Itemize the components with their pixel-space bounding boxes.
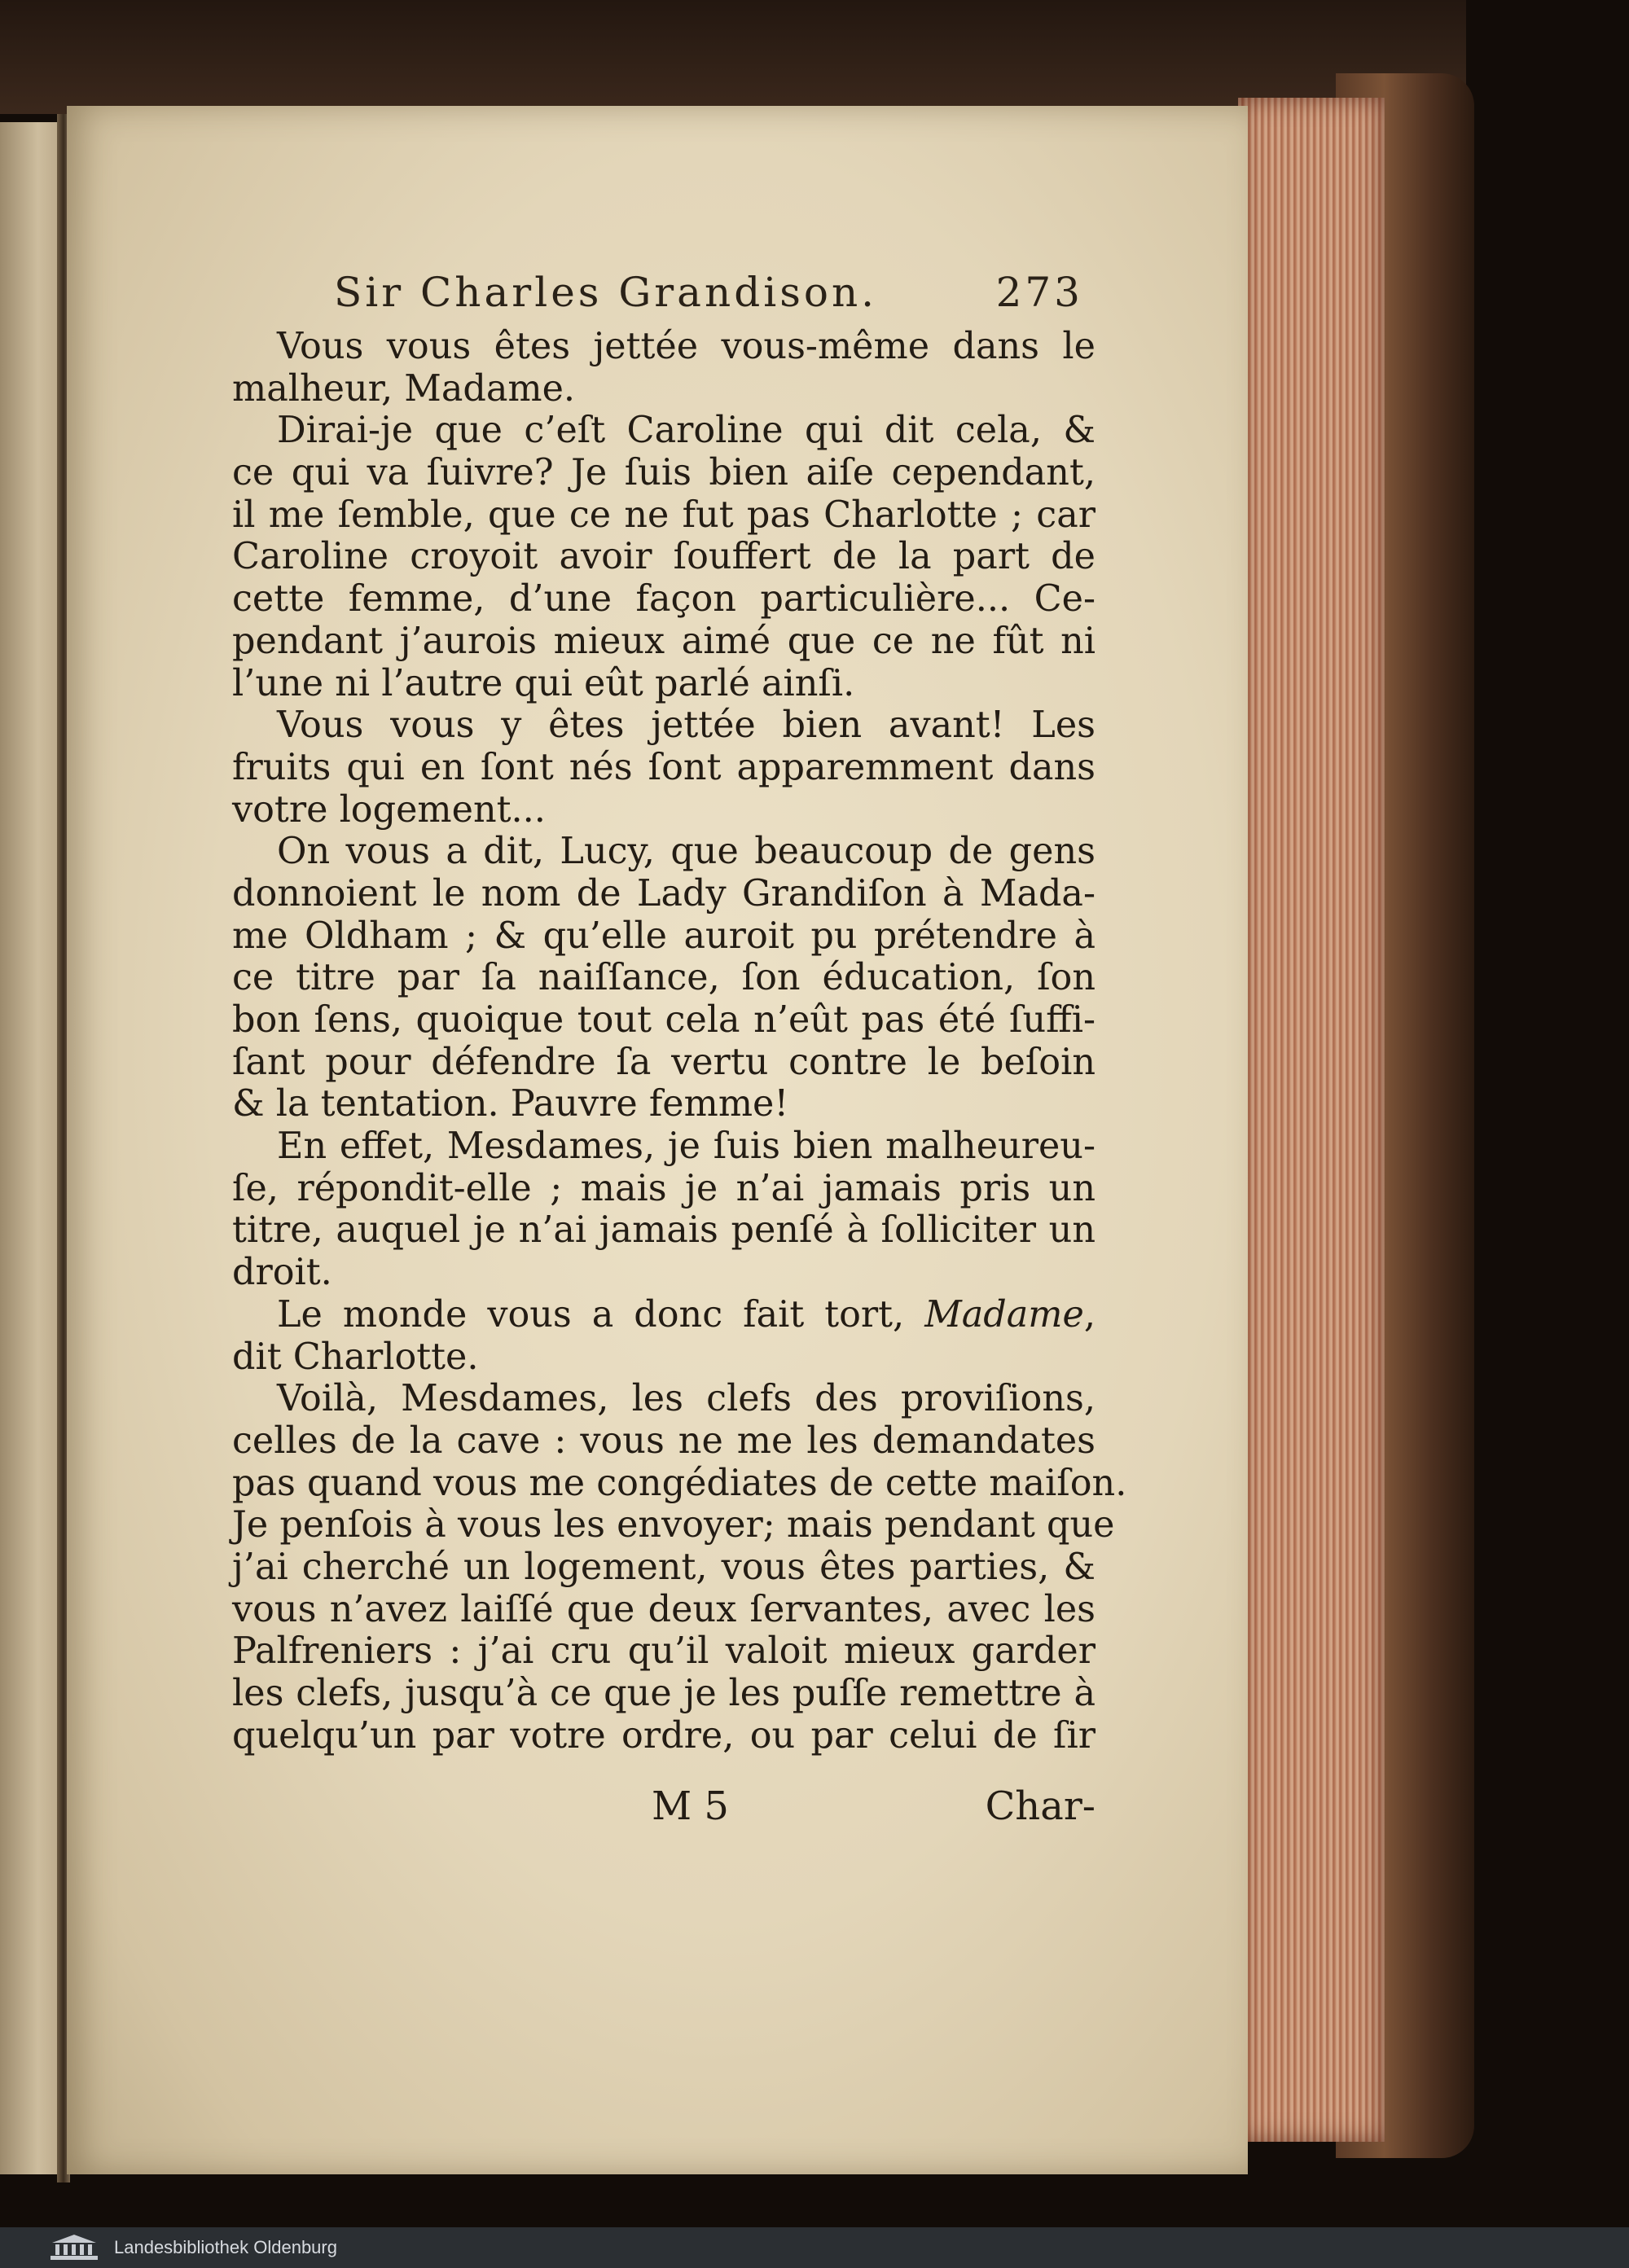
- text-line: dit Charlotte.: [232, 1336, 479, 1378]
- text-line: j’ai cherché un logement, vous êtes parties, &: [232, 1546, 1096, 1588]
- text-line: malheur, Madame.: [232, 367, 576, 410]
- text-line: ſant pour défendre ſa vertu contre le beſoin: [232, 1041, 1096, 1083]
- text-line: ce titre par ſa naiſſance, ſon éducation, ſon: [232, 957, 1096, 999]
- text-line: bon ſens, quoique tout cela n’eût pas été ſuffi-: [232, 999, 1096, 1041]
- text-line: Caroline croyoit avoir ſouffert de la part de: [232, 536, 1096, 578]
- book-cover-top: [0, 0, 1466, 114]
- text-line: En effet, Mesdames, je ſuis bien malheureu-: [277, 1125, 1096, 1168]
- text-line: me Oldham ; & qu’elle auroit pu prétendre à: [232, 915, 1096, 957]
- running-header: [334, 269, 1083, 326]
- page-edges: [1238, 98, 1385, 2142]
- left-page-sliver: [0, 122, 64, 2174]
- text-line: Vous vous y êtes jettée bien avant! Les: [277, 704, 1096, 747]
- text-line: les clefs, jusqu’à ce que je les puſſe remettre à: [232, 1673, 1096, 1714]
- text-line: quelqu’un par votre ordre, ou par celui de ſir: [232, 1714, 1096, 1757]
- text-line: & la tentation. Pauvre femme!: [232, 1083, 789, 1125]
- text-line: pas quand vous me congédiates de cette maiſon.: [232, 1462, 1127, 1504]
- page-number: 273: [995, 269, 1083, 316]
- page-footer: [652, 1783, 1096, 1832]
- text-line: droit.: [232, 1252, 332, 1294]
- text-line: On vous a dit, Lucy, que beaucoup de gens: [277, 831, 1096, 873]
- text-line: fruits qui en ſont nés ſont apparemment dans: [232, 746, 1096, 788]
- text-line: ce qui va ſuivre? Je ſuis bien aiſe cependant,: [232, 452, 1096, 494]
- text-line: celles de la cave : vous ne me les demandates: [232, 1419, 1096, 1462]
- text-line: ſe, répondit-elle ; mais je n’ai jamais pris un: [232, 1167, 1096, 1209]
- text-line: Palfreniers : j’ai cru qu’il valoit mieux garder: [232, 1630, 1096, 1673]
- text-line: Vous vous êtes jettée vous-même dans le: [277, 326, 1096, 367]
- text-line: cette femme, d’une façon particulière... Ce-: [232, 578, 1096, 621]
- text-line: titre, auquel je n’ai jamais penſé à ſolliciter un: [232, 1209, 1096, 1252]
- text-line: il me ſemble, que ce ne fut pas Charlotte ; car: [232, 494, 1096, 536]
- signature-mark: M 5: [652, 1783, 729, 1829]
- text-line: l’une ni l’autre qui eût parlé ainſi.: [232, 662, 855, 704]
- text-line: donnoient le nom de Lady Grandiſon à Mada-: [232, 872, 1096, 915]
- library-building-icon: [49, 2233, 99, 2262]
- body-text: [232, 326, 1127, 1757]
- running-title: Sir Charles Grandison.: [334, 269, 878, 316]
- text-line: Le monde vous a donc fait tort, Madame,: [277, 1293, 1096, 1336]
- text-line: Dirai-je que c’eſt Caroline qui dit cela, &: [277, 410, 1096, 452]
- text-line: vous n’avez laiſſé que deux ſervantes, avec les: [232, 1588, 1096, 1630]
- catchword: Char-: [985, 1783, 1096, 1829]
- text-line: Je penſois à vous les envoyer; mais pendant que: [232, 1504, 1115, 1546]
- library-banner: [0, 2227, 1629, 2268]
- library-name: Landesbibliothek Oldenburg: [114, 2237, 337, 2257]
- text-line: votre logement...: [232, 788, 546, 831]
- text-line: Voilà, Mesdames, les clefs des proviſions,: [277, 1378, 1096, 1420]
- text-line: pendant j’aurois mieux aimé que ce ne fût ni: [232, 620, 1096, 662]
